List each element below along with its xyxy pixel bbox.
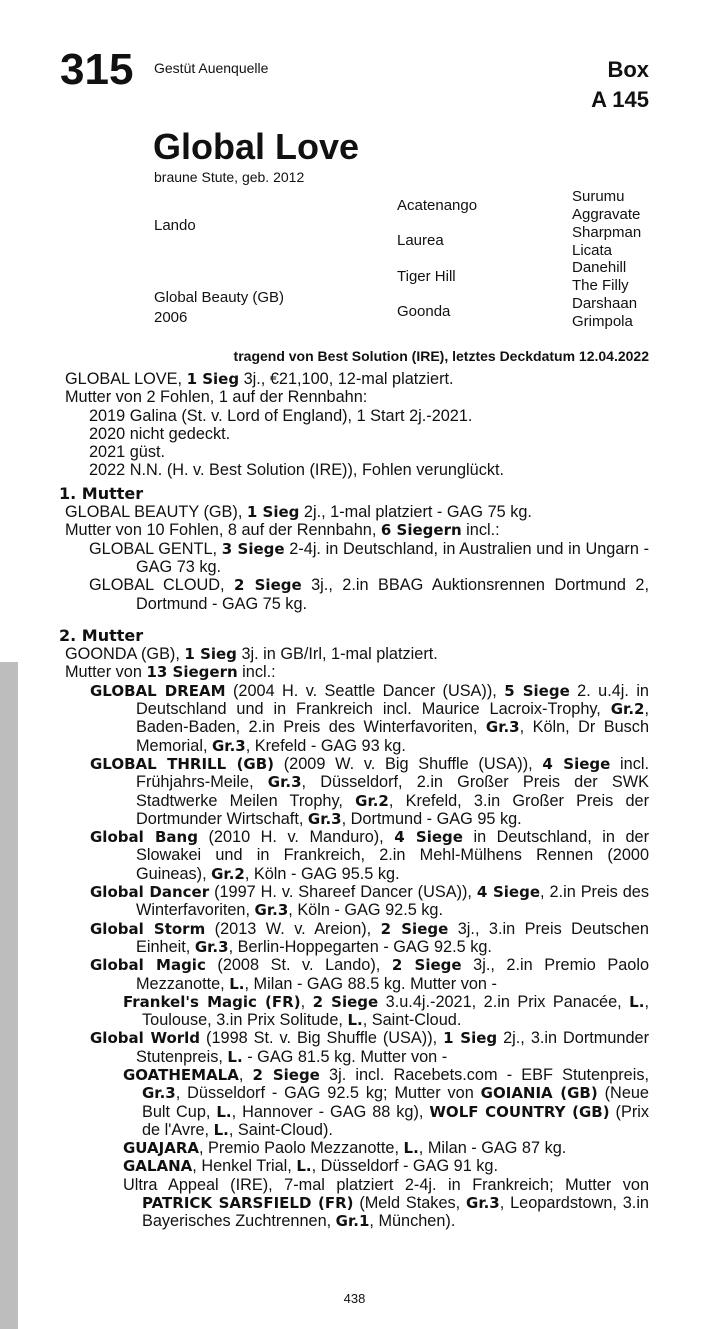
progeny-goathemala: GOATHEMALA, 2 Siege 3j. incl. Racebets.com - EBF Stutenpreis, Gr.3, Düsseldorf - GAG 92.5 kg; Mutter von GOIANIA (GB) (Neue Bult Cup, L., Hannover - GAG 88 kg), WOLF COUNTRY (GB) (Prix de l'Avre, L., Saint-Cloud). bbox=[123, 1065, 650, 1139]
first-dam-foals: Mutter von 10 Fohlen, 8 auf der Rennbahn, 6 Siegern incl.: bbox=[65, 521, 500, 540]
progeny-global-dancer: Global Dancer (1997 H. v. Shareef Dancer (USA)), 4 Siege, 2.in Preis des Winterfavoriten, Gr.3, Köln - GAG 92.5 kg. bbox=[90, 883, 649, 920]
progeny-guajara: GUAJARA, Premio Paolo Mezzanotte, L., Milan - GAG 87 kg. bbox=[123, 1139, 567, 1158]
progeny-global-bang: Global Bang (2010 H. v. Manduro), 4 Siege in Deutschland, in der Slowakei und in Frankreich, 2.in Mehl-Mülhens Rennen (2000 Guineas), Gr.2, Köln - GAG 95.5 kg. bbox=[90, 828, 649, 883]
foal-2022: 2022 N.N. (H. v. Best Solution (IRE)), Fohlen verunglückt. bbox=[89, 461, 505, 480]
progeny-global-storm: Global Storm (2013 W. v. Areion), 2 Siege 3j., 3.in Preis Deutschen Einheit, Gr.3, Berlin-Hoppegarten - GAG 92.5 kg. bbox=[90, 919, 649, 956]
ped-dss: Danehill bbox=[572, 259, 627, 276]
breeder-name: Gestüt Auenquelle bbox=[154, 60, 269, 76]
page-number: 438 bbox=[343, 1291, 366, 1306]
ped-dds: Darshaan bbox=[572, 295, 638, 312]
dam: Global Beauty (GB) bbox=[154, 289, 285, 306]
lot-number: 315 bbox=[60, 45, 134, 94]
foal-2020: 2020 nicht gedeckt. bbox=[89, 424, 231, 443]
ped-sds: Sharpman bbox=[572, 224, 642, 241]
first-dam-record: GLOBAL BEAUTY (GB), 1 Sieg 2j., 1-mal platziert - GAG 75 kg. bbox=[65, 503, 532, 522]
sire-sire: Acatenango bbox=[397, 197, 478, 214]
progeny-global-cloud: GLOBAL CLOUD, 2 Siege 3j., 2.in BBAG Auktionsrennen Dortmund 2, Dortmund - GAG 75 kg. bbox=[89, 576, 649, 613]
sire-dam: Laurea bbox=[397, 232, 444, 249]
progeny-global-world: Global World (1998 St. v. Big Shuffle (USA)), 1 Sieg 2j., 3.in Dortmunder Stutenpreis, L. - GAG 81.5 kg. Mutter von - bbox=[90, 1029, 650, 1066]
progeny-global-magic: Global Magic (2008 St. v. Lando), 2 Siege 3j., 2.in Premio Paolo Mezzanotte, L., Milan - GAG 88.5 kg. Mutter von - bbox=[90, 956, 649, 993]
ped-dsd: The Filly bbox=[572, 277, 629, 294]
dam-year: 2006 bbox=[154, 309, 188, 326]
ped-sss: Surumu bbox=[572, 188, 625, 205]
foal-2021: 2021 güst. bbox=[89, 443, 166, 462]
second-dam-record: GOONDA (GB), 1 Sieg 3j. in GB/Irl, 1-mal platziert. bbox=[65, 645, 438, 664]
horse-description: braune Stute, geb. 2012 bbox=[154, 169, 305, 185]
side-tab-bar bbox=[0, 662, 18, 1329]
box-label: Box A 145 bbox=[591, 57, 649, 112]
dam-dam: Goonda bbox=[397, 303, 451, 320]
progeny-global-thrill: GLOBAL THRILL (GB) (2009 W. v. Big Shuffle (USA)), 4 Siege incl. Frühjahrs-Meile, Gr.3, Düsseldorf, 2.in Großer Preis der SWK Stadtwerke Meilen Trophy, Gr.2, Krefeld, 3.in Großer Preis der Dortmunder Wirtschaft, Gr.3, Dortmund - GAG 95 kg. bbox=[90, 754, 649, 828]
horse-name: Global Love bbox=[153, 126, 360, 167]
second-dam-heading: 2. Mutter bbox=[59, 625, 144, 645]
own-foals: Mutter von 2 Fohlen, 1 auf der Rennbahn: bbox=[65, 388, 368, 407]
progeny-ultra-appeal: Ultra Appeal (IRE), 7-mal platziert 2-4j. in Frankreich; Mutter von PATRICK SARSFIELD (FR) (Meld Stakes, Gr.3, Leopardstown, 3.in Bayerisches Zuchtrennen, Gr.1, München). bbox=[123, 1175, 649, 1231]
dam-sire: Tiger Hill bbox=[397, 268, 456, 285]
progeny-frankels-magic: Frankel's Magic (FR), 2 Siege 3.u.4j.-2021, 2.in Prix Panacée, L., Toulouse, 3.in Prix Solitude, L., Saint-Cloud. bbox=[123, 992, 649, 1030]
ped-sdd: Licata bbox=[572, 242, 613, 259]
foal-2019: 2019 Galina (St. v. Lord of England), 1 Start 2j.-2021. bbox=[89, 406, 473, 425]
second-dam-foals: Mutter von 13 Siegern incl.: bbox=[65, 663, 276, 682]
progeny-global-gentl: GLOBAL GENTL, 3 Siege 2-4j. in Deutschland, in Australien und in Ungarn - GAG 73 kg. bbox=[89, 539, 649, 576]
ped-ssd: Aggravate bbox=[572, 206, 641, 223]
progeny-global-dream: GLOBAL DREAM (2004 H. v. Seattle Dancer (USA)), 5 Siege 2. u.4j. in Deutschland und in Frankreich incl. Maurice Lacroix-Trophy, Gr.2, Baden-Baden, 2.in Preis des Winterfavoriten, Gr.3, Köln, Dr Busch Memorial, Gr.3, Krefeld - GAG 93 kg. bbox=[90, 681, 650, 755]
race-record bbox=[59, 370, 649, 1231]
ped-ddd: Grimpola bbox=[572, 313, 633, 330]
first-dam-heading: 1. Mutter bbox=[59, 483, 144, 503]
progeny-galana: GALANA, Henkel Trial, L., Düsseldorf - GAG 91 kg. bbox=[123, 1157, 498, 1176]
covering-note: tragend von Best Solution (IRE), letztes Deckdatum 12.04.2022 bbox=[233, 348, 649, 364]
sire: Lando bbox=[154, 217, 196, 234]
own-record: GLOBAL LOVE, 1 Sieg 3j., €21,100, 12-mal platziert. bbox=[65, 370, 454, 388]
